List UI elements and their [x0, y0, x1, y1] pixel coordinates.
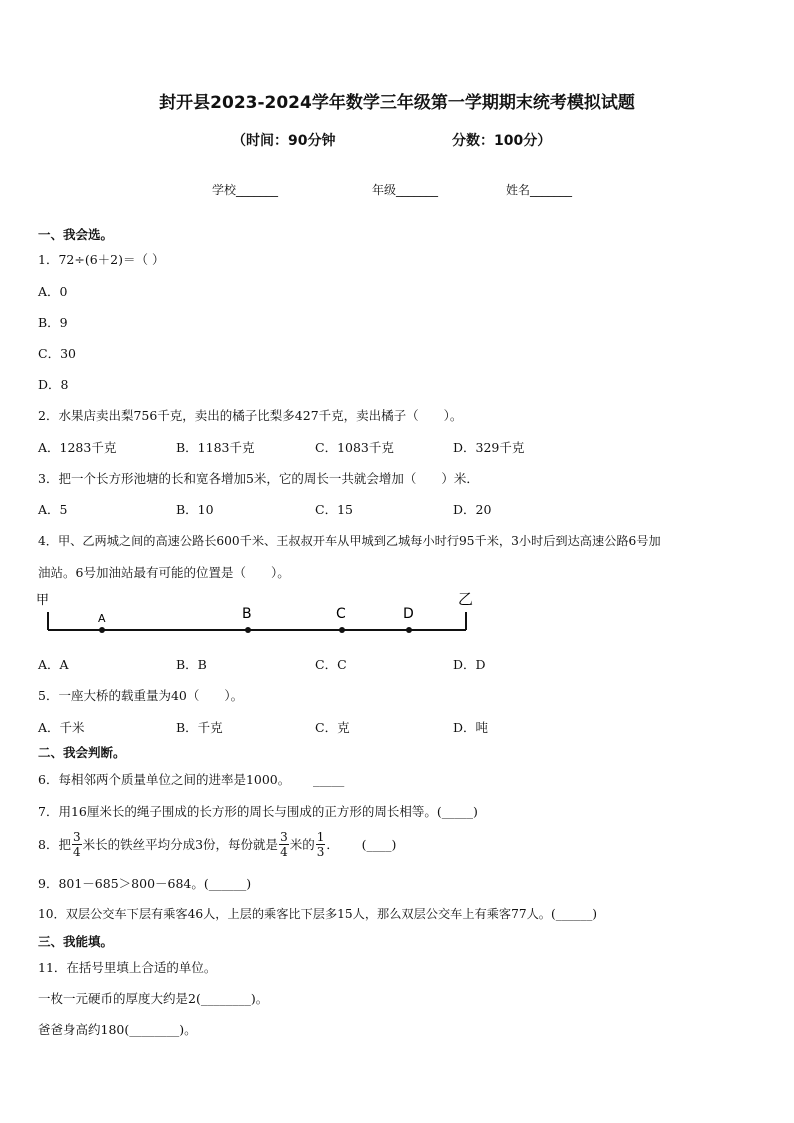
name-field: 姓名_______	[506, 183, 573, 197]
point-d-label: D	[403, 606, 414, 622]
point-c	[339, 627, 345, 633]
q5-option-d: D．吨	[453, 720, 489, 735]
q9-stem: 9．801－685＞800－684。(______)	[38, 876, 252, 891]
section-heading-judge: 二、我会判断。	[38, 745, 126, 760]
q1-stem: 1．72÷(6＋2)＝（ ）	[38, 252, 165, 267]
point-a	[99, 627, 105, 633]
q3-option-c: C．15	[315, 502, 353, 517]
q1-option-a: A．0	[38, 284, 68, 299]
q11-line-height: 爸爸身高约180(________)。	[38, 1022, 197, 1037]
highway-number-line	[34, 590, 474, 638]
point-b-label: B	[242, 606, 252, 622]
q10-stem: 10．双层公交车下层有乘客46人，上层的乘客比下层多15人，那么双层公交车上有乘客77人。(______)	[38, 907, 598, 921]
city-yi-label: 乙	[458, 590, 474, 608]
q4-option-b: B．B	[176, 657, 207, 672]
q1-option-b: B．9	[38, 315, 68, 330]
q3-option-a: A．5	[38, 502, 68, 517]
q5-option-a: A．千米	[38, 720, 85, 735]
point-a-label: A	[98, 612, 106, 625]
q8-f2-denominator: 4	[280, 844, 288, 859]
q8-f3-denominator: 3	[316, 844, 325, 859]
q2-stem: 2．水果店卖出梨756千克，卖出的橘子比梨多427千克，卖出橘子（ ）。	[38, 408, 463, 423]
q11-line-coin: 一枚一元硬币的厚度大约是2(________)。	[38, 991, 269, 1006]
q8-post: ． (____)	[326, 837, 397, 852]
q5-option-c: C．克	[315, 720, 350, 735]
q8-f1-denominator: 4	[72, 844, 81, 859]
q3-stem: 3．把一个长方形池塘的长和宽各增加5米，它的周长一共就会增加（ ）米．	[38, 471, 479, 486]
q4-stem-line1: 4．甲、乙两城之间的高速公路长600千米、王叔叔开车从甲城到乙城每小时行95千米，3小时后到达高速公路6号加	[38, 534, 661, 548]
grade-field: 年级_______	[372, 183, 439, 197]
q4-option-c: C．C	[315, 657, 347, 672]
q7-stem: 7．用16厘米长的绳子围成的长方形的周长与围成的正方形的周长相等。(_____)	[38, 804, 478, 819]
q8-fraction-1	[72, 831, 82, 858]
q11-stem: 11．在括号里填上合适的单位。	[38, 960, 217, 975]
q8-f2-numerator: 3	[280, 829, 288, 844]
q8-pre: 8．把	[38, 837, 71, 852]
page-title: 封开县2023-2024学年数学三年级第一学期期末统考模拟试题	[159, 93, 635, 113]
q8-mid: 米长的铁丝平均分成3份，每份就是	[82, 837, 279, 852]
point-d	[406, 627, 412, 633]
q8-fraction-3	[316, 831, 326, 858]
q1-option-c: C．30	[38, 346, 76, 361]
exam-score: 分数：100分）	[452, 133, 552, 149]
q4-option-d: D．D	[453, 657, 486, 672]
q3-option-b: B．10	[176, 502, 214, 517]
point-c-label: C	[336, 606, 346, 622]
q2-option-a: A．1283千克	[38, 440, 117, 455]
point-b	[245, 627, 251, 633]
school-field: 学校_______	[212, 183, 279, 197]
q6-stem: 6．每相邻两个质量单位之间的进率是1000。 _____	[38, 772, 345, 787]
q2-option-c: C．1083千克	[315, 440, 394, 455]
section-heading-choice: 一、我会选。	[38, 227, 114, 242]
q3-option-d: D．20	[453, 502, 492, 517]
q2-option-b: B．1183千克	[176, 440, 255, 455]
exam-time: （时间：90分钟	[232, 133, 336, 149]
q4-stem-line2: 油站。6号加油站最有可能的位置是（ ）。	[38, 565, 290, 580]
q5-option-b: B．千克	[176, 720, 223, 735]
q2-option-d: D．329千克	[453, 440, 525, 455]
q8-f1-numerator: 3	[72, 829, 81, 844]
q4-option-a: A．A	[38, 657, 69, 672]
q8-mid2: 米的	[289, 837, 315, 852]
q8-f3-numerator: 1	[316, 829, 325, 844]
q5-stem: 5．一座大桥的载重量为40（ ）。	[38, 688, 244, 703]
q1-option-d: D．8	[38, 377, 69, 392]
city-jia-label: 甲	[36, 593, 50, 608]
section-heading-fill: 三、我能填。	[38, 934, 114, 949]
q8-fraction-2	[279, 831, 289, 858]
q8-stem	[38, 827, 396, 861]
